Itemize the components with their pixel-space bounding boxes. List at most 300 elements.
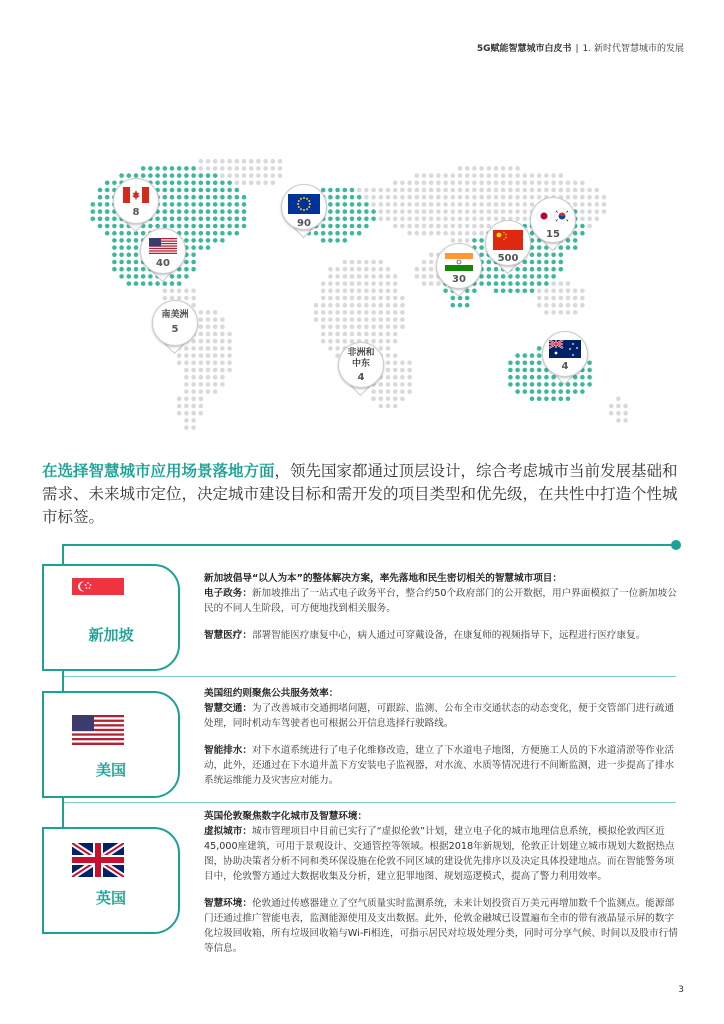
map-dot [328, 325, 333, 330]
map-dot [472, 202, 477, 207]
map-dot [458, 188, 463, 193]
map-dot [191, 382, 196, 387]
map-dot [112, 267, 117, 272]
map-dot [119, 253, 124, 258]
map-dot [350, 317, 355, 322]
map-dot [494, 173, 499, 178]
map-dot [515, 281, 520, 286]
map-dot [544, 289, 549, 294]
map-dot [220, 325, 225, 330]
map-dot [386, 289, 391, 294]
map-dot [551, 303, 556, 308]
map-dot [508, 375, 513, 380]
map-dot [429, 224, 434, 229]
map-dot [407, 375, 412, 380]
map-dot [508, 202, 513, 207]
map-dot [623, 411, 628, 416]
map-dot [163, 173, 168, 178]
map-dot [263, 173, 268, 178]
map-dot [573, 181, 578, 186]
map-dot [616, 404, 621, 409]
map-dot [134, 253, 139, 258]
map-dot [386, 296, 391, 301]
map-dot [530, 181, 535, 186]
map-dot [242, 217, 247, 222]
map-dot [573, 296, 578, 301]
map-dot [501, 281, 506, 286]
map-dot [321, 281, 326, 286]
map-dot [199, 353, 204, 358]
map-dot [379, 281, 384, 286]
map-dot [386, 375, 391, 380]
country-name: 英国 [95, 889, 126, 907]
map-dot [364, 267, 369, 272]
map-dot [357, 274, 362, 279]
map-dot [105, 231, 110, 236]
header-section: 1. 新时代智慧城市的发展 [582, 44, 684, 54]
australia-flag-icon [549, 340, 581, 358]
map-dot [328, 296, 333, 301]
map-dot [393, 303, 398, 308]
map-dot [105, 181, 110, 186]
map-dot [609, 404, 614, 409]
map-dot [227, 224, 232, 229]
map-dot [508, 188, 513, 193]
map-dot [184, 166, 189, 171]
map-dot [256, 159, 261, 164]
map-dot [508, 281, 513, 286]
map-dot [213, 361, 218, 366]
map-dot [364, 274, 369, 279]
map-dot [249, 166, 254, 171]
map-dot [227, 173, 232, 178]
map-dot [343, 289, 348, 294]
map-dot [199, 397, 204, 402]
map-dot [523, 361, 528, 366]
map-dot [364, 325, 369, 330]
map-dot [199, 346, 204, 351]
map-dot [350, 209, 355, 214]
map-dot [559, 260, 564, 265]
map-dot [364, 188, 369, 193]
map-dot [227, 195, 232, 200]
map-dot [328, 332, 333, 337]
map-dot [249, 173, 254, 178]
map-dot [220, 238, 225, 243]
pin-china [485, 220, 531, 274]
map-dot [191, 181, 196, 186]
map-dot [501, 173, 506, 178]
map-dot [443, 195, 448, 200]
map-dot [400, 217, 405, 222]
map-dot [220, 159, 225, 164]
map-dot [566, 181, 571, 186]
map-dot [357, 281, 362, 286]
map-dot [335, 296, 340, 301]
pin-japan-korea [530, 197, 576, 251]
map-dot [98, 209, 103, 214]
map-dot [580, 202, 585, 207]
map-dot [235, 231, 240, 236]
map-dot [206, 346, 211, 351]
intro-highlight: 在选择智慧城市应用场景落地方面 [42, 462, 275, 480]
map-dot [206, 339, 211, 344]
map-dot [134, 245, 139, 250]
map-dot [191, 253, 196, 258]
map-dot [523, 274, 528, 279]
map-dot [335, 310, 340, 315]
divider-line [62, 544, 676, 546]
map-dot [328, 267, 333, 272]
map-dot [494, 274, 499, 279]
map-dot [386, 353, 391, 358]
map-dot [134, 260, 139, 265]
map-dot [119, 267, 124, 272]
map-dot [523, 202, 528, 207]
map-dot [422, 202, 427, 207]
map-dot [199, 188, 204, 193]
map-dot [328, 224, 333, 229]
map-dot [335, 332, 340, 337]
map-dot [544, 274, 549, 279]
map-dot [206, 382, 211, 387]
map-dot [206, 231, 211, 236]
map-dot [191, 397, 196, 402]
map-dot [127, 267, 132, 272]
map-dot [407, 181, 412, 186]
map-dot [235, 217, 240, 222]
map-dot [242, 181, 247, 186]
map-dot [429, 202, 434, 207]
map-dot [98, 195, 103, 200]
map-dot [472, 173, 477, 178]
map-dot [170, 173, 175, 178]
item-label: 电子政务： [204, 588, 252, 599]
map-dot [580, 181, 585, 186]
map-dot [357, 209, 362, 214]
map-dot [415, 274, 420, 279]
map-dot [393, 339, 398, 344]
map-dot [580, 289, 585, 294]
map-dot [386, 361, 391, 366]
map-dot [335, 209, 340, 214]
map-dot [227, 368, 232, 373]
map-dot [515, 389, 520, 394]
map-dot [580, 231, 585, 236]
map-dot [357, 188, 362, 193]
map-dot [170, 181, 175, 186]
map-dot [544, 267, 549, 272]
map-dot [271, 181, 276, 186]
map-dot [184, 389, 189, 394]
map-dot [379, 289, 384, 294]
map-dot [537, 253, 542, 258]
map-dot [220, 231, 225, 236]
map-dot [501, 209, 506, 214]
map-dot [112, 238, 117, 243]
map-dot [271, 159, 276, 164]
map-dot [451, 195, 456, 200]
map-dot [227, 346, 232, 351]
map-dot [436, 217, 441, 222]
map-dot [400, 361, 405, 366]
map-dot [271, 166, 276, 171]
map-dot [393, 368, 398, 373]
map-dot [386, 389, 391, 394]
map-dot [530, 375, 535, 380]
map-dot [127, 238, 132, 243]
map-dot [191, 389, 196, 394]
map-dot [379, 209, 384, 214]
map-dot [314, 303, 319, 308]
map-dot [371, 303, 376, 308]
map-dot [220, 173, 225, 178]
map-dot [364, 317, 369, 322]
map-dot [170, 166, 175, 171]
map-dot [530, 173, 535, 178]
map-dot [573, 289, 578, 294]
section-separator [64, 802, 676, 803]
map-dot [184, 418, 189, 423]
map-dot [256, 181, 261, 186]
map-dot [213, 181, 218, 186]
map-dot [451, 238, 456, 243]
map-dot [530, 361, 535, 366]
map-dot [559, 289, 564, 294]
map-dot [559, 181, 564, 186]
map-dot [379, 325, 384, 330]
map-dot [515, 202, 520, 207]
map-dot [379, 310, 384, 315]
map-dot [487, 202, 492, 207]
map-dot [379, 274, 384, 279]
item-label: 智能排水： [204, 745, 252, 756]
map-dot [335, 238, 340, 243]
intro-paragraph [42, 460, 687, 529]
map-dot [220, 317, 225, 322]
map-dot [508, 382, 513, 387]
country-name: 新加坡 [88, 626, 134, 644]
map-dot [537, 389, 542, 394]
map-dot [170, 289, 175, 294]
map-dot [213, 346, 218, 351]
map-dot [407, 368, 412, 373]
map-dot [357, 267, 362, 272]
map-dot [364, 281, 369, 286]
map-dot [580, 224, 585, 229]
map-dot [451, 173, 456, 178]
map-dot [371, 281, 376, 286]
pin-canada [113, 178, 159, 232]
map-dot [335, 217, 340, 222]
map-dot [105, 188, 110, 193]
map-dot [407, 224, 412, 229]
map-dot [566, 281, 571, 286]
map-dot [530, 389, 535, 394]
map-dot [199, 238, 204, 243]
map-dot [357, 325, 362, 330]
map-dot [458, 195, 463, 200]
map-dot [321, 238, 326, 243]
map-dot [227, 188, 232, 193]
map-dot [213, 173, 218, 178]
pin-africa-middle-east [338, 342, 384, 396]
map-dot [184, 411, 189, 416]
map-dot [415, 267, 420, 272]
map-dot [343, 260, 348, 265]
map-dot [350, 281, 355, 286]
map-dot [515, 382, 520, 387]
map-dot [551, 274, 556, 279]
map-dot [436, 209, 441, 214]
map-dot [357, 303, 362, 308]
map-dot [465, 238, 470, 243]
map-dot [616, 397, 621, 402]
map-dot [314, 310, 319, 315]
map-dot [328, 346, 333, 351]
map-dot [415, 195, 420, 200]
map-dot [213, 310, 218, 315]
map-dot [220, 361, 225, 366]
map-dot [537, 353, 542, 358]
item-text: 新加坡推出了一站式电子政务平台，整合约50个政府部门的公开数据，用户界面模拟了一位新加坡公民的不同人生阶段，可方便地找到相关服务。 [204, 588, 677, 614]
map-dot [263, 159, 268, 164]
map-dot [206, 238, 211, 243]
map-dot [206, 202, 211, 207]
map-dot [587, 202, 592, 207]
map-dot [422, 173, 427, 178]
map-dot [177, 289, 182, 294]
pin-eu [281, 184, 327, 238]
map-dot [371, 274, 376, 279]
map-dot [335, 303, 340, 308]
map-dot [206, 325, 211, 330]
map-dot [415, 217, 420, 222]
map-dot [616, 411, 621, 416]
map-dot [199, 245, 204, 250]
map-dot [328, 188, 333, 193]
map-dot [523, 389, 528, 394]
map-dot [537, 181, 542, 186]
map-dot [91, 202, 96, 207]
map-dot [501, 195, 506, 200]
map-dot [559, 310, 564, 315]
map-dot [191, 404, 196, 409]
map-dot [537, 382, 542, 387]
map-dot [206, 361, 211, 366]
map-dot [213, 332, 218, 337]
map-dot [479, 173, 484, 178]
map-dot [112, 253, 117, 258]
map-dot [350, 325, 355, 330]
map-dot [191, 224, 196, 229]
map-dot [429, 260, 434, 265]
map-dot [148, 166, 153, 171]
map-dot [537, 296, 542, 301]
map-dot [580, 217, 585, 222]
map-dot [530, 382, 535, 387]
pin-count: 90 [297, 218, 311, 229]
map-dot [350, 289, 355, 294]
map-dot [573, 389, 578, 394]
map-dot [566, 303, 571, 308]
map-dot [537, 303, 542, 308]
country-card-singapore [42, 564, 180, 671]
map-dot [587, 209, 592, 214]
map-dot [206, 173, 211, 178]
map-dot [350, 260, 355, 265]
map-dot [544, 389, 549, 394]
map-dot [393, 332, 398, 337]
map-dot [343, 332, 348, 337]
map-dot [220, 382, 225, 387]
map-dot [494, 195, 499, 200]
map-dot [335, 188, 340, 193]
map-dot [451, 224, 456, 229]
map-dot [393, 404, 398, 409]
map-dot [184, 289, 189, 294]
map-dot [393, 274, 398, 279]
map-dot [400, 181, 405, 186]
map-dot [515, 368, 520, 373]
map-dot [127, 253, 132, 258]
map-dot [220, 353, 225, 358]
map-dot [227, 353, 232, 358]
map-dot [184, 368, 189, 373]
map-dot [616, 418, 621, 423]
map-dot [199, 389, 204, 394]
map-dot [371, 267, 376, 272]
map-dot [98, 202, 103, 207]
map-dot [199, 325, 204, 330]
map-dot [386, 209, 391, 214]
map-dot [350, 267, 355, 272]
map-dot [206, 332, 211, 337]
map-dot [494, 289, 499, 294]
map-dot [544, 296, 549, 301]
map-dot [278, 166, 283, 171]
map-dot [487, 181, 492, 186]
map-dot [587, 195, 592, 200]
map-dot [523, 173, 528, 178]
map-dot [523, 289, 528, 294]
map-dot [400, 296, 405, 301]
map-dot [206, 188, 211, 193]
map-dot [379, 303, 384, 308]
map-dot [400, 310, 405, 315]
map-dot [458, 217, 463, 222]
map-dot [451, 181, 456, 186]
map-dot [191, 245, 196, 250]
map-dot [436, 231, 441, 236]
map-dot [227, 332, 232, 337]
map-dot [436, 224, 441, 229]
item-text: 伦敦通过传感器建立了空气质量实时监测系统，未来计划投资百万美元再增加数千个监测点。能源部门还通过推广智能电表，监测能源使用及支出数据。此外，伦敦金融城已设置遍布全市的带有液晶显示屏的数字化垃圾回收箱，所有垃圾回收箱与Wi-Fi相连，可指示居民对垃圾处理分类，同时可分享气候、时间以及股市行情等信息。 [204, 898, 678, 954]
map-dot [530, 274, 535, 279]
map-dot [256, 173, 261, 178]
map-dot [379, 195, 384, 200]
map-dot [184, 375, 189, 380]
map-dot [551, 296, 556, 301]
map-dot [134, 281, 139, 286]
map-dot [371, 397, 376, 402]
china-flag-icon [493, 230, 523, 250]
map-dot [595, 217, 600, 222]
map-dot [220, 217, 225, 222]
map-dot [429, 267, 434, 272]
map-dot [523, 195, 528, 200]
map-dot [551, 253, 556, 258]
